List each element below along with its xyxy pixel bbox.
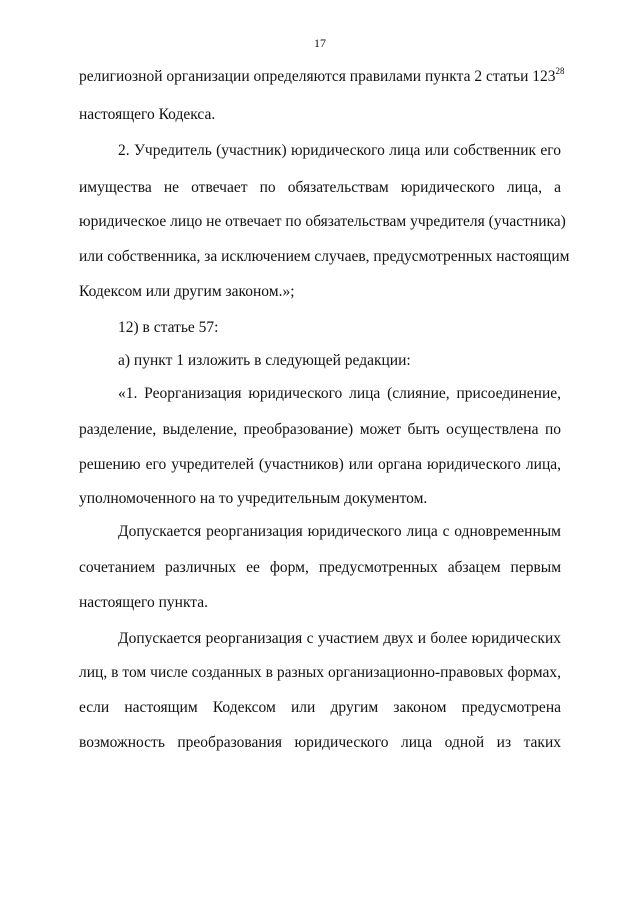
text-line: решению его учредителей (участников) или органа юридического лица, — [79, 456, 561, 473]
text-line: Допускается реорганизация юридического лица с одновременным — [118, 523, 561, 540]
text-line: возможность преобразования юридического лица одной из таких — [79, 734, 561, 751]
superscript: 28 — [555, 66, 565, 76]
text-line: если настоящим Кодексом или другим законом предусмотрена — [79, 699, 561, 716]
text-line: а) пункт 1 изложить в следующей редакции: — [118, 352, 411, 369]
text-line: «1. Реорганизация юридического лица (слияние, присоединение, — [118, 385, 561, 402]
text-line: имущества не отвечает по обязательствам юридического лица, а — [79, 179, 561, 196]
line-text: религиозной организации определяются правилами пункта 2 статьи 123 — [79, 68, 556, 85]
page-number: 17 — [314, 36, 326, 50]
text-line: юридическое лицо не отвечает по обязательствам учредителя (участника) — [79, 213, 566, 230]
text-line: или собственника, за исключением случаев, предусмотренных настоящим — [79, 248, 570, 265]
text-line: настоящего пункта. — [79, 594, 209, 611]
text-line — [79, 66, 565, 87]
text-line: Допускается реорганизация с участием двух и более юридических — [118, 630, 561, 647]
text-line: настоящего Кодекса. — [79, 106, 216, 123]
text-line: уполномоченного на то учредительным документом. — [79, 490, 428, 507]
text-line: сочетанием различных ее форм, предусмотренных абзацем первым — [79, 559, 561, 576]
text-line: разделение, выделение, преобразование) может быть осуществлена по — [79, 421, 561, 438]
text-line: лиц, в том числе созданных в разных организационно-правовых формах, — [79, 664, 561, 681]
text-line: 12) в статье 57: — [118, 319, 219, 336]
text-line: Кодексом или другим законом.»; — [79, 283, 295, 300]
text-line: 2. Учредитель (участник) юридического лица или собственник его — [118, 142, 561, 159]
